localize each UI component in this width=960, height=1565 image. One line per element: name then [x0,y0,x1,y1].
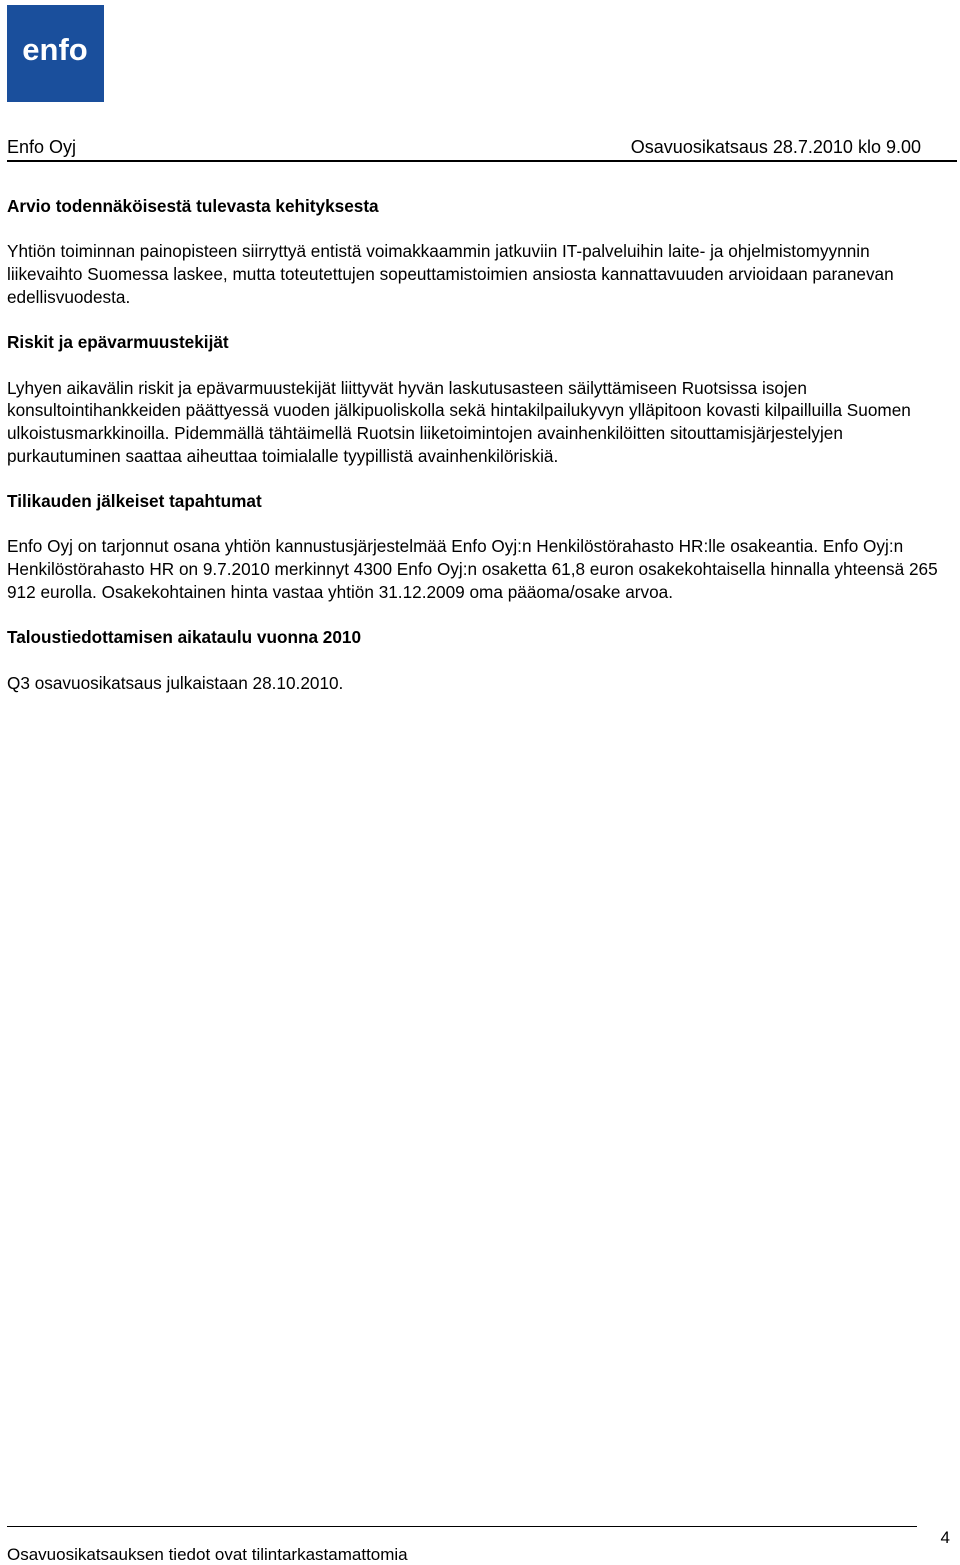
logo-text: enfo [22,32,88,67]
enfo-logo [7,5,104,102]
section-body-financial-calendar: Q3 osavuosikatsaus julkaistaan 28.10.2010. [7,672,344,693]
section-heading-outlook: Arvio todennäköisestä tulevasta kehityksesta [7,196,379,216]
page-header [7,136,957,162]
section-heading-risks: Riskit ja epävarmuustekijät [7,332,229,353]
header-report-title: Osavuosikatsaus 28.7.2010 klo 9.00 [630,137,921,157]
page-number: 4 [940,1528,950,1547]
section-body-outlook: Yhtiön toiminnan painopisteen siirryttyä entistä voimakkaammin jatkuviin IT-palveluihin laite- ja ohjelmistomyynnin liikevaihto Suomessa laskee, mutta toteutettujen sopeuttamistoimien ansiosta kannattavuuden arvioidaan paranevan edellisvuodesta. [7,241,894,307]
footer-note: Osavuosikatsauksen tiedot ovat tilintarkastamattomia [7,1545,408,1564]
section-body-subsequent-events: Enfo Oyj on tarjonnut osana yhtiön kannustusjärjestelmää Enfo Oyj:n Henkilöstörahasto HR:lle osakeantia. Enfo Oyj:n Henkilöstörahasto HR on 9.7.2010 merkinnyt 4300 Enfo Oyj:n osaketta 61,8 euron osakekohtaisella hinnalla yhteensä 265 912 eurolla. Osakekohtainen hinta vastaa yhtiön 31.12.2009 oma pääoma/osake arvoa. [7,536,938,602]
section-body-risks: Lyhyen aikavälin riskit ja epävarmuustekijät liittyvät hyvän laskutusasteen säilyttämiseen Ruotsissa isojen konsultointihankkeiden päättyessä vuoden jälkipuoliskolla sekä hintakilpailukyvyn ylläpitoon kovasti kilpailluilla Suomen ulkoistusmarkkinoilla. Pidemmällä tähtäimellä Ruotsin liiketoimintojen avainhenkilöitten sitouttamisjärjestelyjen purkautuminen saattaa aiheuttaa toimialalle tyypillistä avainhenkilöriskiä. [7,377,911,466]
section-heading-financial-calendar: Taloustiedottamisen aikataulu vuonna 2010 [7,627,362,648]
document-body [7,195,947,694]
section-heading-subsequent-events: Tilikauden jälkeiset tapahtumat [7,491,262,512]
footer-divider [7,1526,917,1527]
header-company: Enfo Oyj [7,137,77,157]
